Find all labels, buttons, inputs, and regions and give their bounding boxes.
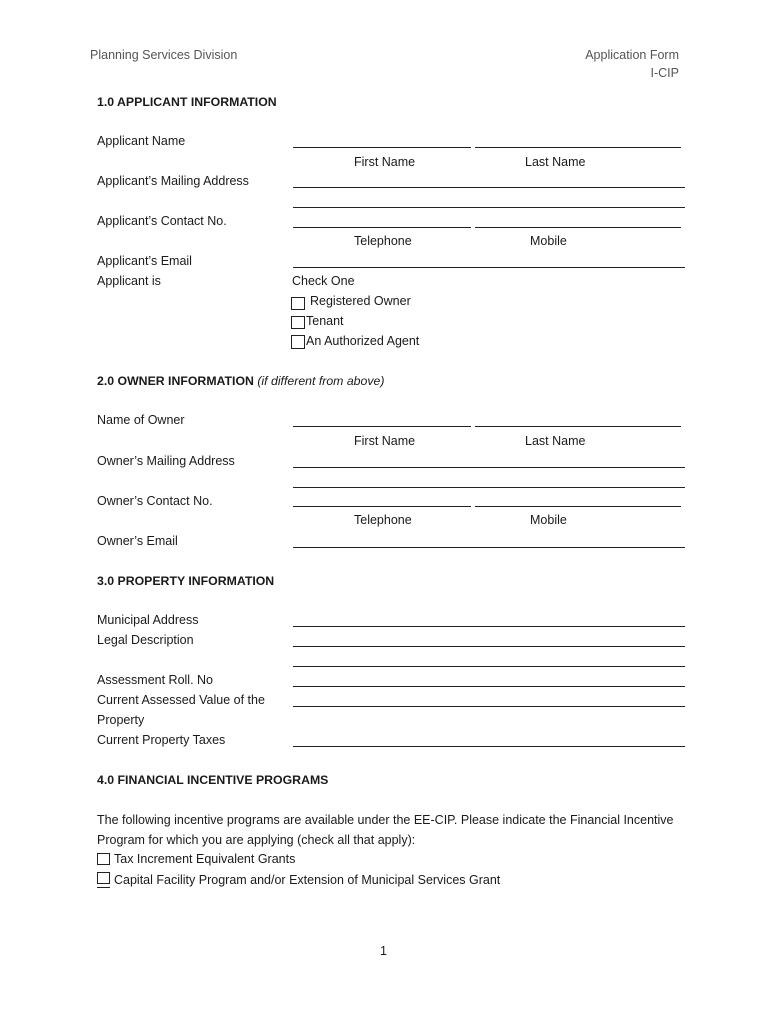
applicant-mobile-caption: Mobile bbox=[530, 234, 567, 248]
registered-owner-checkbox[interactable] bbox=[291, 297, 305, 310]
owner-contact-label: Owner’s Contact No. bbox=[97, 494, 213, 508]
check-one-label: Check One bbox=[292, 274, 355, 288]
applicant-last-name-field[interactable] bbox=[475, 147, 681, 148]
section-owner-title-note: (if different from above) bbox=[257, 374, 385, 388]
property-taxes-label: Current Property Taxes bbox=[97, 733, 226, 747]
owner-mailing-address-field-1[interactable] bbox=[293, 467, 685, 468]
applicant-telephone-caption: Telephone bbox=[354, 234, 412, 248]
owner-mobile-field[interactable] bbox=[475, 506, 681, 507]
owner-email-field[interactable] bbox=[293, 547, 685, 548]
applicant-mailing-address-field-1[interactable] bbox=[293, 187, 685, 188]
owner-telephone-field[interactable] bbox=[293, 506, 471, 507]
tenant-label: Tenant bbox=[306, 314, 344, 328]
assessed-value-label-line1: Current Assessed Value of the bbox=[97, 693, 265, 707]
capital-facility-checkbox[interactable] bbox=[97, 872, 110, 884]
section-applicant-title: 1.0 APPLICANT INFORMATION bbox=[97, 95, 277, 109]
applicant-email-label: Applicant’s Email bbox=[97, 254, 192, 268]
section-property-title: 3.0 PROPERTY INFORMATION bbox=[97, 574, 275, 588]
authorized-agent-checkbox[interactable] bbox=[291, 335, 305, 349]
legal-description-field-1[interactable] bbox=[293, 646, 685, 647]
capital-facility-checkbox-underline bbox=[97, 887, 110, 888]
assessment-roll-field[interactable] bbox=[293, 686, 685, 687]
section-incentive-title: 4.0 FINANCIAL INCENTIVE PROGRAMS bbox=[97, 773, 329, 787]
registered-owner-label: Registered Owner bbox=[310, 294, 411, 308]
capital-facility-label: Capital Facility Program and/or Extension of Municipal Services Grant bbox=[114, 873, 501, 887]
property-taxes-field[interactable] bbox=[293, 746, 685, 747]
applicant-contact-label: Applicant’s Contact No. bbox=[97, 214, 227, 228]
assessed-value-label-line2: Property bbox=[97, 713, 145, 727]
owner-mailing-address-label: Owner’s Mailing Address bbox=[97, 454, 235, 468]
section-owner-title bbox=[97, 374, 384, 388]
applicant-mobile-field[interactable] bbox=[475, 227, 681, 228]
owner-first-name-caption: First Name bbox=[354, 434, 416, 448]
header-form-code: I-CIP bbox=[650, 66, 679, 80]
assessed-value-field[interactable] bbox=[293, 706, 685, 707]
incentive-intro-line2: Program for which you are applying (check all that apply): bbox=[97, 833, 416, 847]
legal-description-field-2[interactable] bbox=[293, 666, 685, 667]
owner-last-name-caption: Last Name bbox=[525, 434, 586, 448]
header-form-title: Application Form bbox=[585, 48, 679, 62]
owner-mobile-caption: Mobile bbox=[530, 513, 567, 527]
assessment-roll-label: Assessment Roll. No bbox=[97, 673, 214, 687]
applicant-first-name-caption: First Name bbox=[354, 155, 416, 169]
applicant-last-name-caption: Last Name bbox=[525, 155, 586, 169]
tax-increment-checkbox[interactable] bbox=[97, 853, 110, 865]
applicant-mailing-address-label: Applicant’s Mailing Address bbox=[97, 174, 249, 188]
header-division: Planning Services Division bbox=[90, 48, 238, 62]
owner-first-name-field[interactable] bbox=[293, 426, 471, 427]
tax-increment-label: Tax Increment Equivalent Grants bbox=[114, 852, 296, 866]
owner-last-name-field[interactable] bbox=[475, 426, 681, 427]
owner-email-label: Owner’s Email bbox=[97, 534, 178, 548]
municipal-address-field[interactable] bbox=[293, 626, 685, 627]
applicant-is-label: Applicant is bbox=[97, 274, 161, 288]
applicant-first-name-field[interactable] bbox=[293, 147, 471, 148]
applicant-telephone-field[interactable] bbox=[293, 227, 471, 228]
applicant-mailing-address-field-2[interactable] bbox=[293, 207, 685, 208]
owner-name-label: Name of Owner bbox=[97, 413, 185, 427]
section-owner-title-text: 2.0 OWNER INFORMATION bbox=[97, 374, 254, 388]
incentive-intro-line1: The following incentive programs are available under the EE-CIP. Please indicate the Financial Incentive bbox=[97, 813, 674, 827]
applicant-email-field[interactable] bbox=[293, 267, 685, 268]
tenant-checkbox[interactable] bbox=[291, 316, 305, 329]
legal-description-label: Legal Description bbox=[97, 633, 194, 647]
authorized-agent-label: An Authorized Agent bbox=[306, 334, 420, 348]
page-number: 1 bbox=[380, 944, 387, 958]
owner-telephone-caption: Telephone bbox=[354, 513, 412, 527]
owner-mailing-address-field-2[interactable] bbox=[293, 487, 685, 488]
municipal-address-label: Municipal Address bbox=[97, 613, 199, 627]
applicant-name-label: Applicant Name bbox=[97, 134, 186, 148]
